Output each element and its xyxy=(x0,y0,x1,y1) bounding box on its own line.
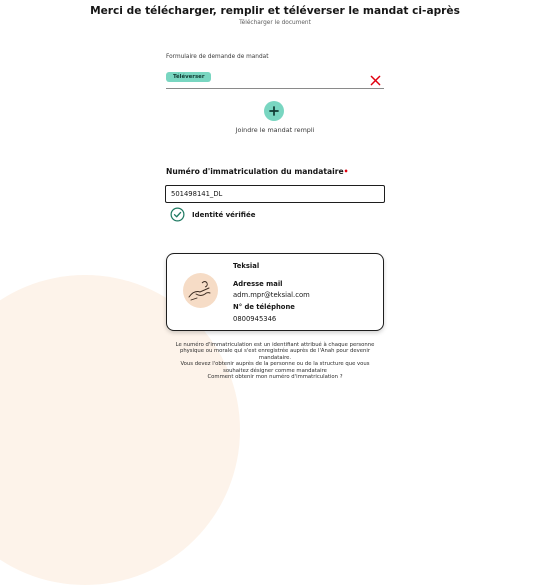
upload-form-label: Formulaire de demande de mandat xyxy=(166,54,269,60)
avatar xyxy=(183,273,218,308)
verified-text: Identité vérifiée xyxy=(192,211,256,219)
download-document-link[interactable]: Télécharger le document xyxy=(239,20,311,26)
email-label: Adresse mail xyxy=(233,280,283,288)
registration-label-text: Numéro d'immatriculation du mandataire xyxy=(166,167,344,176)
upload-button[interactable]: Téléverser xyxy=(166,72,211,82)
help-line: mandataire. xyxy=(258,354,292,361)
email-value: adm.mpr@teksial.com xyxy=(233,291,310,299)
check-circle-icon xyxy=(170,207,185,222)
registration-input[interactable] xyxy=(165,185,385,203)
required-marker: • xyxy=(343,167,349,176)
attach-label: Joindre le mandat rempli xyxy=(235,126,315,134)
help-line: Le numéro d'immatriculation est un identifiant attribué à chaque personne xyxy=(175,342,375,348)
registration-label xyxy=(166,167,348,176)
plus-icon xyxy=(269,106,279,116)
help-line: Vous devez l'obtenir auprès de la personne ou de la structure que vous xyxy=(180,361,370,368)
page-title: Merci de télécharger, remplir et téléverser le mandat ci-après xyxy=(90,5,460,17)
upload-row xyxy=(166,71,384,89)
handshake-illustration xyxy=(183,273,218,308)
registration-help-link[interactable]: Comment obtenir mon numéro d'immatriculation ? xyxy=(207,374,343,381)
help-line: physique ou morale qui s'est enregistrée auprès de l'Anah pour devenir xyxy=(179,348,371,355)
company-name: Teksial xyxy=(233,262,260,270)
phone-value: 0800945346 xyxy=(233,315,277,323)
phone-label: N° de téléphone xyxy=(233,303,295,311)
help-text xyxy=(0,342,550,380)
attach-button[interactable] xyxy=(264,101,284,121)
agent-card xyxy=(166,253,384,331)
help-line: souhaitez désigner comme mandataire xyxy=(223,367,327,374)
close-icon[interactable] xyxy=(370,75,381,86)
